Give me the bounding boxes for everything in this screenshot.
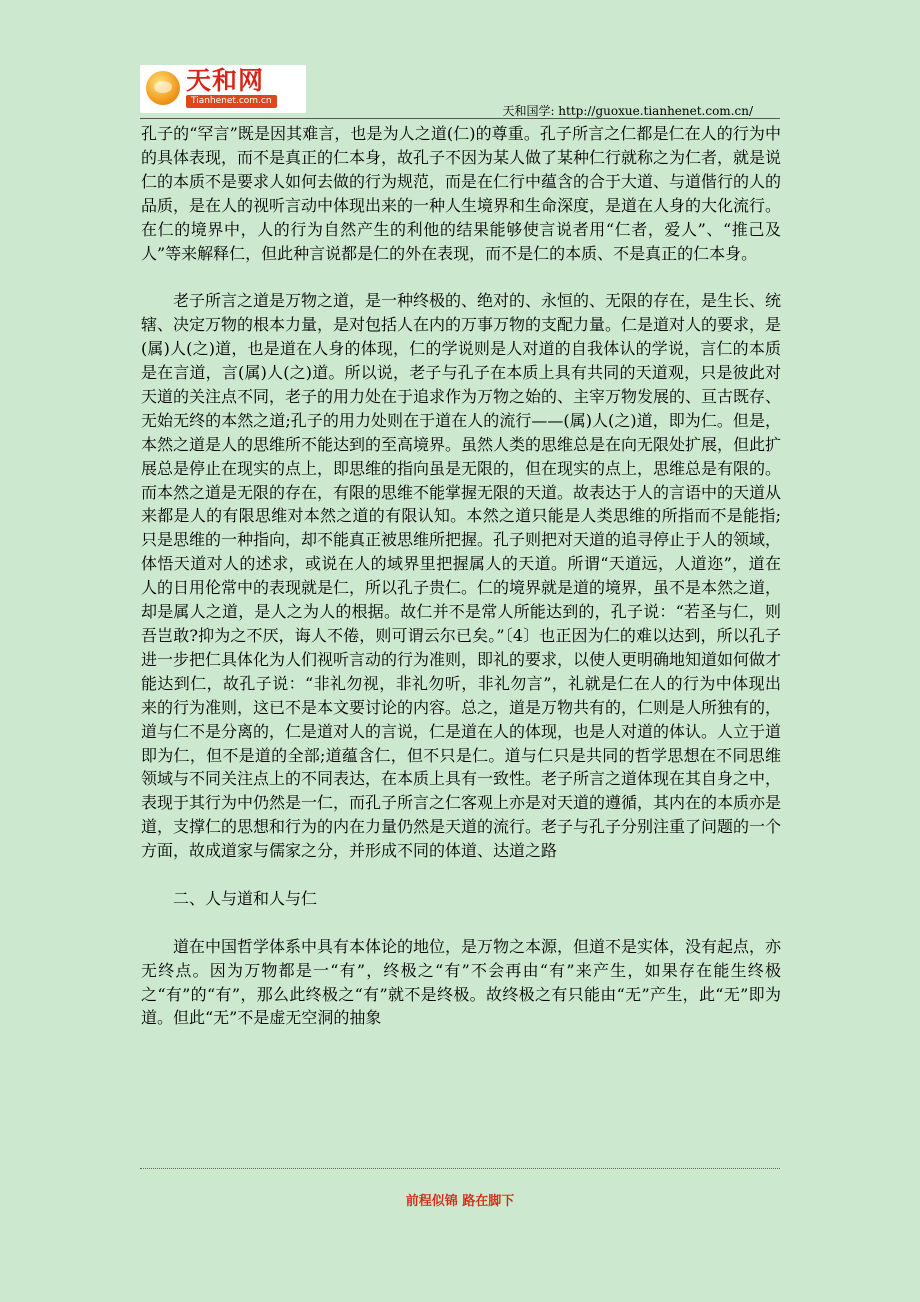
document-body bbox=[141, 122, 781, 1030]
site-url: 天和国学: http://guoxue.tianhenet.com.cn/ bbox=[502, 104, 753, 118]
site-logo[interactable] bbox=[140, 65, 306, 113]
footer-motto: 前程似锦 路在脚下 bbox=[405, 1194, 515, 1209]
logo-text-en: Tianhenet.com.cn bbox=[186, 95, 277, 108]
header-divider bbox=[140, 118, 780, 119]
logo-globe-icon bbox=[146, 71, 180, 105]
footer-divider bbox=[140, 1168, 780, 1169]
logo-text-cn: 天和网 bbox=[186, 66, 265, 95]
paragraph-laozi-dao: 老子所言之道是万物之道，是一种终极的、绝对的、永恒的、无限的存在，是生长、统辖、决定万物的根本力量，是对包括人在内的万事万物的支配力量。仁是道对人的要求，是(属)人(之)道，也是道在人身的体现，仁的学说则是人对道的自我体认的学说，言仁的本质是在言道，言(属)人(之)道。所以说，老子与孔子在本质上具有共同的天道观，只是彼此对天道的关注点不同，老子的用力处在于追求作为万物之始的、主宰万物发展的、亘古既存、无始无终的本然之道;孔子的用力处则在于道在人的流行——(属)人(之)道，即为仁。但是，本然之道是人的思维所不能达到的至高境界。虽然人类的思维总是在向无限处扩展，但此扩展总是停止在现实的点上，即思维的指向虽是无限的，但在现实的点上，思维总是有限的。而本然之道是无限的存在，有限的思维不能掌握无限的天道。故表达于人的言语中的天道从来都是人的有限思维对本然之道的有限认知。本然之道只能是人类思维的所指而不是能指;只是思维的一种指向，却不能真正被思维所把握。孔子则把对天道的追寻停止于人的领域，体悟天道对人的述求，或说在人的域界里把握属人的天道。所谓“天道远，人道迩”，道在人的日用伦常中的表现就是仁，所以孔子贵仁。仁的境界就是道的境界，虽不是本然之道，却是属人之道，是人之为人的根据。故仁并不是常人所能达到的，孔子说：“若圣与仁，则吾岂敢?抑为之不厌，诲人不倦，则可谓云尔已矣。”〔4〕也正因为仁的难以达到，所以孔子进一步把仁具体化为人们视听言动的行为准则，即礼的要求，以使人更明确地知道如何做才能达到仁，故孔子说：“非礼勿视，非礼勿听，非礼勿言”，礼就是仁在人的行为中体现出来的行为准则，这已不是本文要讨论的内容。总之，道是万物共有的，仁则是人所独有的，道与仁不是分离的，仁是道对人的言说，仁是道在人的体现，也是人对道的体认。人立于道即为仁，但不是道的全部;道蕴含仁，但不只是仁。道与仁只是共同的哲学思想在不同思维领域与不同关注点上的不同表达，在本质上具有一致性。老子所言之道体现在其自身之中，表现于其行为中仍然是一仁，而孔子所言之仁客观上亦是对天道的遵循，其内在的本质亦是道，支撑仁的思想和行为的内在力量仍然是天道的流行。老子与孔子分别注重了问题的一个方面，故成道家与儒家之分，并形成不同的体道、达道之路 bbox=[141, 291, 782, 861]
section-heading: 二、人与道和人与仁 bbox=[173, 888, 318, 908]
paragraph-dao-ontology: 道在中国哲学体系中具有本体论的地位，是万物之本源，但道不是实体，没有起点，亦无终点。因为万物都是一“有”，终极之“有”不会再由“有”来产生，如果存在能生终极之“有”的“有”，那么此终极之“有”就不是终极。故终极之有只能由“无”产生，此“无”即为道。但此“无”不是虚无空洞的抽象 bbox=[141, 936, 782, 1028]
paragraph-confucius-rare-words: 孔子的“罕言”既是因其难言，也是为人之道(仁)的尊重。孔子所言之仁都是仁在人的行为中的具体表现，而不是真正的仁本身，故孔子不因为某人做了某种仁行就称之为仁者，就是说仁的本质不是要求人如何去做的行为规范，而是在仁行中蕴含的合于大道、与道偕行的人的品质，是在人的视听言动中体现出来的一种人生境界和生命深度，是道在人身的大化流行。在仁的境界中，人的行为自然产生的利他的结果能够使言说者用“仁者，爱人”、“推己及人”等来解释仁，但此种言说都是仁的外在表现，而不是仁的本质、不是真正的仁本身。 bbox=[141, 124, 782, 263]
